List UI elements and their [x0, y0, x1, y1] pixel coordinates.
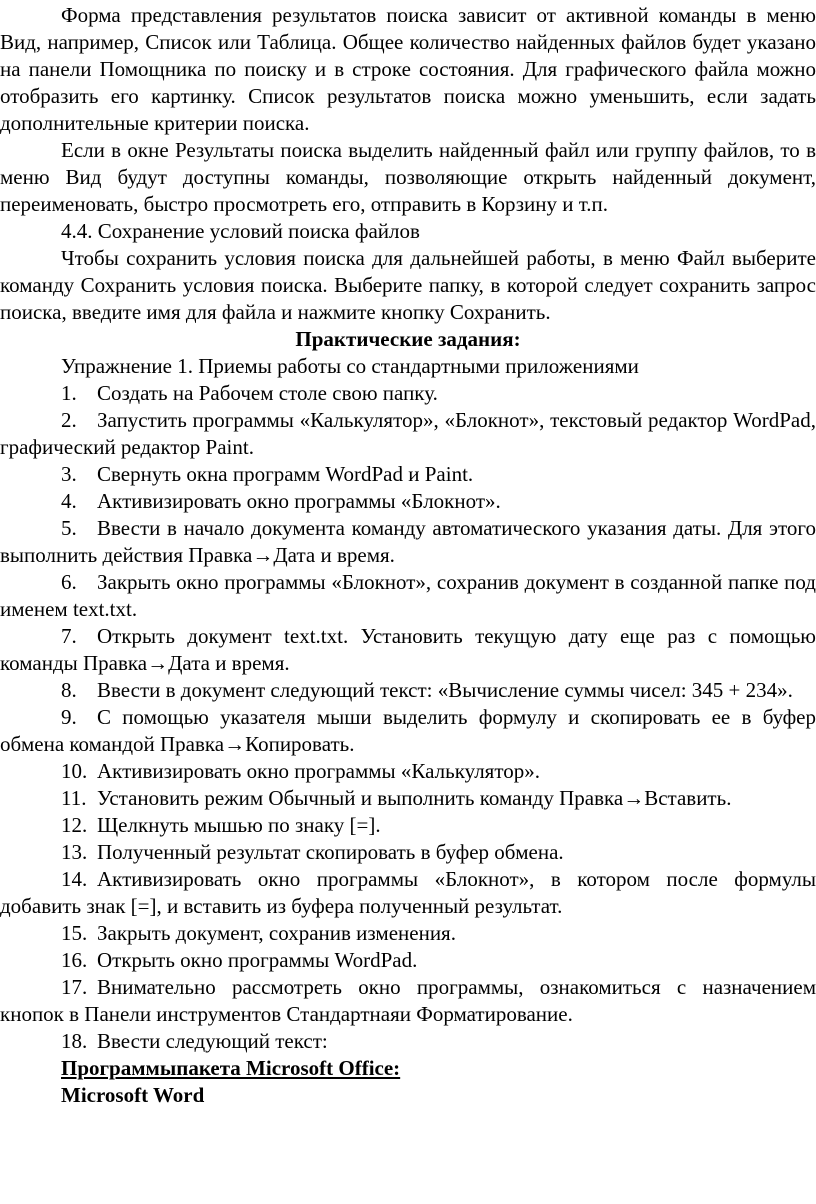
sample-subheading: Microsoft Word: [61, 1083, 205, 1107]
list-item: 3. Свернуть окна программ WordPad и Paint.: [61, 462, 474, 486]
list-item: 13. Полученный результат скопировать в буфер обмена.: [61, 840, 564, 864]
list-item: 15. Закрыть документ, сохранив изменения.: [61, 921, 456, 945]
practice-title: Практические задания:: [295, 327, 521, 351]
list-item: 1. Создать на Рабочем столе свою папку.: [61, 381, 438, 405]
paragraph-search-results-view: Если в окне Результаты поиска выделить найденный файл или группу файлов, то в меню Вид будут доступны команды, позволяющие открыть найденный документ, переименовать, быстро просмотреть его, отправить в Корзину и т.п.: [0, 138, 816, 216]
list-item: 12. Щелкнуть мышью по знаку [=].: [61, 813, 381, 837]
list-item: 2. Запустить программы «Калькулятор», «Блокнот», текстовый редактор WordPad, графический редактор Paint.: [0, 408, 816, 459]
list-item: 17. Внимательно рассмотреть окно программы, ознакомиться с назначением кнопок в Панели инструментов Стандартнаяи Форматирование.: [0, 975, 816, 1026]
list-item: 18. Ввести следующий текст:: [61, 1029, 328, 1053]
list-item: 8. Ввести в документ следующий текст: «Вычисление суммы чисел: 345 + 234».: [61, 678, 793, 702]
list-item: 11. Установить режим Обычный и выполнить команду Правка→Вставить.: [61, 786, 732, 810]
exercise-title: Упражнение 1. Приемы работы со стандартными приложениями: [61, 354, 639, 378]
list-item: 4. Активизировать окно программы «Блокнот».: [61, 489, 501, 513]
paragraph-save-search: Чтобы сохранить условия поиска для дальнейшей работы, в меню Файл выберите команду Сохранить условия поиска. Выберите папку, в которой следует сохранить запрос поиска, введите имя для файла и нажмите кнопку Сохранить.: [0, 246, 816, 324]
list-item: 6. Закрыть окно программы «Блокнот», сохранив документ в созданной папке под именем text.txt.: [0, 570, 816, 621]
list-item: 9. С помощью указателя мыши выделить формулу и скопировать ее в буфер обмена командой Правка→Копировать.: [0, 705, 816, 756]
list-item: 14. Активизировать окно программы «Блокнот», в котором после формулы добавить знак [=], и вставить из буфера полученный результат.: [0, 867, 816, 918]
sample-heading: Программыпакета Microsoft Office:: [61, 1056, 401, 1080]
list-item: 7. Открыть документ text.txt. Установить текущую дату еще раз с помощью команды Правка→Дата и время.: [0, 624, 816, 675]
list-item: 10. Активизировать окно программы «Калькулятор».: [61, 759, 540, 783]
section-heading: 4.4. Сохранение условий поиска файлов: [61, 219, 420, 243]
list-item: 16. Открыть окно программы WordPad.: [61, 948, 418, 972]
paragraph-search-results-form: Форма представления результатов поиска зависит от активной команды в меню Вид, например, Список или Таблица. Общее количество найденных файлов будет указано на панели Помощника по поиску и в строке состояния. Для графического файла можно отобразить его картинку. Список результатов поиска можно уменьшить, если задать дополнительные критерии поиска.: [0, 3, 816, 135]
list-item: 5. Ввести в начало документа команду автоматического указания даты. Для этого выполнить действия Правка→Дата и время.: [0, 516, 816, 567]
